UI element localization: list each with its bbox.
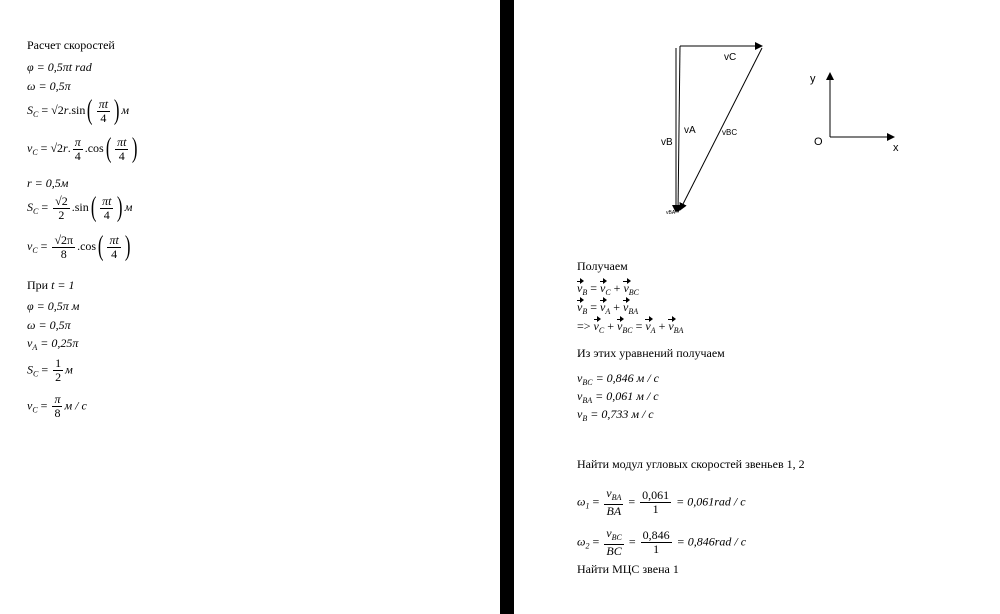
sym-v: v — [27, 238, 33, 253]
plus: + — [613, 281, 621, 295]
sym-v: v — [27, 398, 33, 413]
sub-c: C — [32, 245, 38, 255]
eq-phi-t: φ = 0,5π м — [27, 299, 80, 313]
vec-v: v — [593, 319, 599, 333]
vec-v: v — [668, 319, 674, 333]
sym-v: v — [606, 486, 612, 500]
sym-s: S — [27, 362, 33, 377]
sub: BC — [611, 533, 622, 542]
eq-vector-3 — [577, 319, 683, 338]
sub: BA — [611, 493, 622, 502]
label-va: vA — [684, 125, 696, 136]
heading-find-omega: Найти модул угловых скоростей звеньев 1, 2 — [577, 457, 805, 471]
sub: A — [605, 307, 611, 316]
eq-vc-general — [27, 135, 140, 163]
frac-den: 2 — [58, 207, 65, 222]
vbc-value: = 0,846 м / с — [595, 371, 659, 385]
frac-num: πt — [117, 134, 127, 149]
omega2-value: = 0,846rad / c — [676, 534, 747, 549]
frac-num: 1 — [55, 356, 62, 370]
vec-v: v — [600, 300, 606, 314]
frac-den: 8 — [60, 246, 67, 261]
sym-v: v — [27, 140, 33, 155]
heading-get: Получаем — [577, 259, 628, 273]
t-value: t = 1 — [51, 278, 75, 292]
eq-sc-numeric — [27, 194, 132, 222]
result-vb — [577, 407, 654, 426]
equals: = — [41, 362, 49, 377]
vec-v: v — [623, 281, 629, 295]
paren-group: ( $\frac{\pi t}{4}$ ) — [105, 133, 138, 164]
sub: BC — [582, 378, 593, 387]
equals: = — [40, 238, 48, 253]
frac-num: √2 — [55, 193, 68, 208]
equals: = — [41, 199, 49, 214]
sub-c: C — [32, 147, 38, 157]
unit-m: м — [121, 102, 130, 117]
fn-sin: .sin — [71, 199, 89, 214]
equals: = — [592, 494, 600, 509]
frac-den: 1 — [653, 542, 660, 556]
sym-r: r — [63, 102, 69, 117]
sym-r: r — [63, 140, 68, 155]
result-vbc — [577, 371, 659, 390]
equals: = — [592, 534, 600, 549]
sym-omega: ω — [577, 494, 586, 509]
unit-m: м — [124, 199, 133, 214]
frac-den: 8 — [54, 406, 61, 420]
eq-omega-t: ω = 0,5π — [27, 318, 71, 332]
label-vb: vB — [661, 137, 673, 148]
vec-v: v — [577, 281, 583, 295]
at-label: При — [27, 278, 49, 292]
sub: C — [598, 326, 605, 335]
label-vba: vBA — [666, 210, 676, 216]
sub: C — [605, 288, 611, 297]
velocity-diagram — [614, 30, 914, 220]
sym-v: v — [577, 389, 583, 403]
sym-v: v — [577, 371, 583, 385]
eq-omega-1 — [577, 487, 746, 518]
right-page — [514, 0, 1000, 614]
dot: . — [67, 140, 71, 155]
frac-den: 2 — [55, 370, 62, 384]
sub: B — [582, 288, 588, 297]
eq-omega-2 — [577, 527, 746, 558]
frac-den: 4 — [118, 148, 125, 163]
sub: BA — [673, 326, 684, 335]
frac-den: BC — [606, 544, 622, 558]
sub: BA — [582, 396, 593, 405]
sub-a: A — [32, 343, 38, 352]
paren-group: ( $\frac{\pi t}{4}$ ) — [87, 95, 120, 126]
sub: B — [582, 414, 588, 423]
sub: BA — [628, 307, 639, 316]
page-divider — [500, 0, 514, 614]
heading-from-equations: Из этих уравнений получаем — [577, 346, 725, 360]
plus: + — [613, 300, 620, 314]
equals: = — [628, 494, 636, 509]
paren-group: ( $\frac{\pi t}{4}$ ) — [97, 231, 131, 262]
eq-vector-2 — [577, 300, 638, 319]
equals: = — [590, 281, 597, 295]
label-vc: vC — [724, 52, 737, 63]
vec-v: v — [617, 319, 623, 333]
eq-sc-general — [27, 97, 129, 125]
sym-s: S — [27, 199, 33, 214]
sym-v: v — [27, 336, 33, 350]
vec-v: v — [600, 281, 606, 295]
fn-cos: .cos — [77, 238, 97, 253]
omega1-value: = 0,061rad / c — [676, 494, 746, 509]
frac-den: 1 — [652, 502, 659, 516]
sym-s: S — [27, 102, 33, 117]
frac-num: πt — [102, 193, 112, 208]
fn-cos: .cos — [84, 140, 104, 155]
frac-den: 4 — [111, 246, 118, 261]
frac-den: BA — [606, 504, 622, 518]
eq-omega: ω = 0,5π — [27, 79, 71, 93]
eq-phi: φ = 0,5πt rad — [27, 60, 92, 74]
heading-find-mcs: Найти МЦС звена 1 — [577, 562, 679, 576]
sub: BC — [622, 326, 633, 335]
vba-value: = 0,061 м / с — [595, 389, 659, 403]
vec-v: v — [577, 300, 583, 314]
frac-num: πt — [98, 96, 109, 111]
frac-den: 4 — [74, 148, 81, 163]
sub: 2 — [585, 541, 590, 551]
sym-v: v — [577, 407, 583, 421]
equals: = — [40, 398, 48, 413]
sub: BC — [628, 288, 640, 297]
eq-r: r = 0,5м — [27, 176, 69, 190]
sqrt-two: √2 — [50, 140, 64, 155]
sym-v: v — [606, 526, 612, 540]
eq-sc-t — [27, 357, 73, 384]
sub-c: C — [33, 369, 39, 379]
frac-num: π — [74, 134, 81, 149]
frac-den: 4 — [100, 110, 107, 125]
result-vba — [577, 389, 659, 408]
sym-omega: ω — [577, 534, 586, 549]
paren-group: ( $\frac{\pi t}{4}$ ) — [90, 192, 123, 223]
equals: = — [40, 140, 48, 155]
vec-v: v — [623, 300, 629, 314]
sub: B — [582, 307, 588, 316]
equals: = — [590, 300, 597, 314]
frac-num: 0,846 — [642, 528, 670, 542]
vec-v: v — [645, 319, 651, 333]
frac-num: π — [54, 392, 61, 406]
origin-label: O — [814, 136, 823, 148]
frac-num: πt — [109, 232, 119, 247]
plus: + — [658, 319, 666, 333]
label-vbc: vBC — [722, 128, 738, 137]
sub: A — [650, 326, 656, 335]
axis-y-label: y — [810, 73, 816, 85]
va-value: = 0,25π — [40, 336, 79, 350]
unit-m: м — [65, 362, 73, 377]
sub: 1 — [585, 501, 590, 511]
frac-num: √2π — [54, 232, 74, 247]
equals: = — [635, 319, 643, 333]
vector-va — [678, 46, 680, 212]
plus: + — [607, 319, 614, 333]
sqrt-two: √2 — [51, 102, 64, 117]
axis-x-label: x — [893, 142, 899, 154]
eq-va — [27, 336, 78, 355]
sub-c: C — [33, 206, 39, 216]
frac-num: 0,061 — [642, 488, 670, 502]
equals: = — [628, 534, 636, 549]
eq-vc-numeric — [27, 233, 132, 261]
unit-ms: м / с — [64, 398, 87, 413]
at-t-line — [27, 278, 75, 292]
heading-velocity-calc: Расчет скоростей — [27, 38, 115, 52]
implies: => — [577, 319, 591, 333]
frac-den: 4 — [103, 207, 110, 222]
eq-vc-t — [27, 393, 87, 420]
vb-value: = 0,733 м / с — [590, 407, 654, 421]
equals: = — [41, 102, 49, 117]
sub-c: C — [33, 109, 39, 119]
sub-c: C — [32, 405, 38, 415]
fn-sin: .sin — [68, 102, 86, 117]
